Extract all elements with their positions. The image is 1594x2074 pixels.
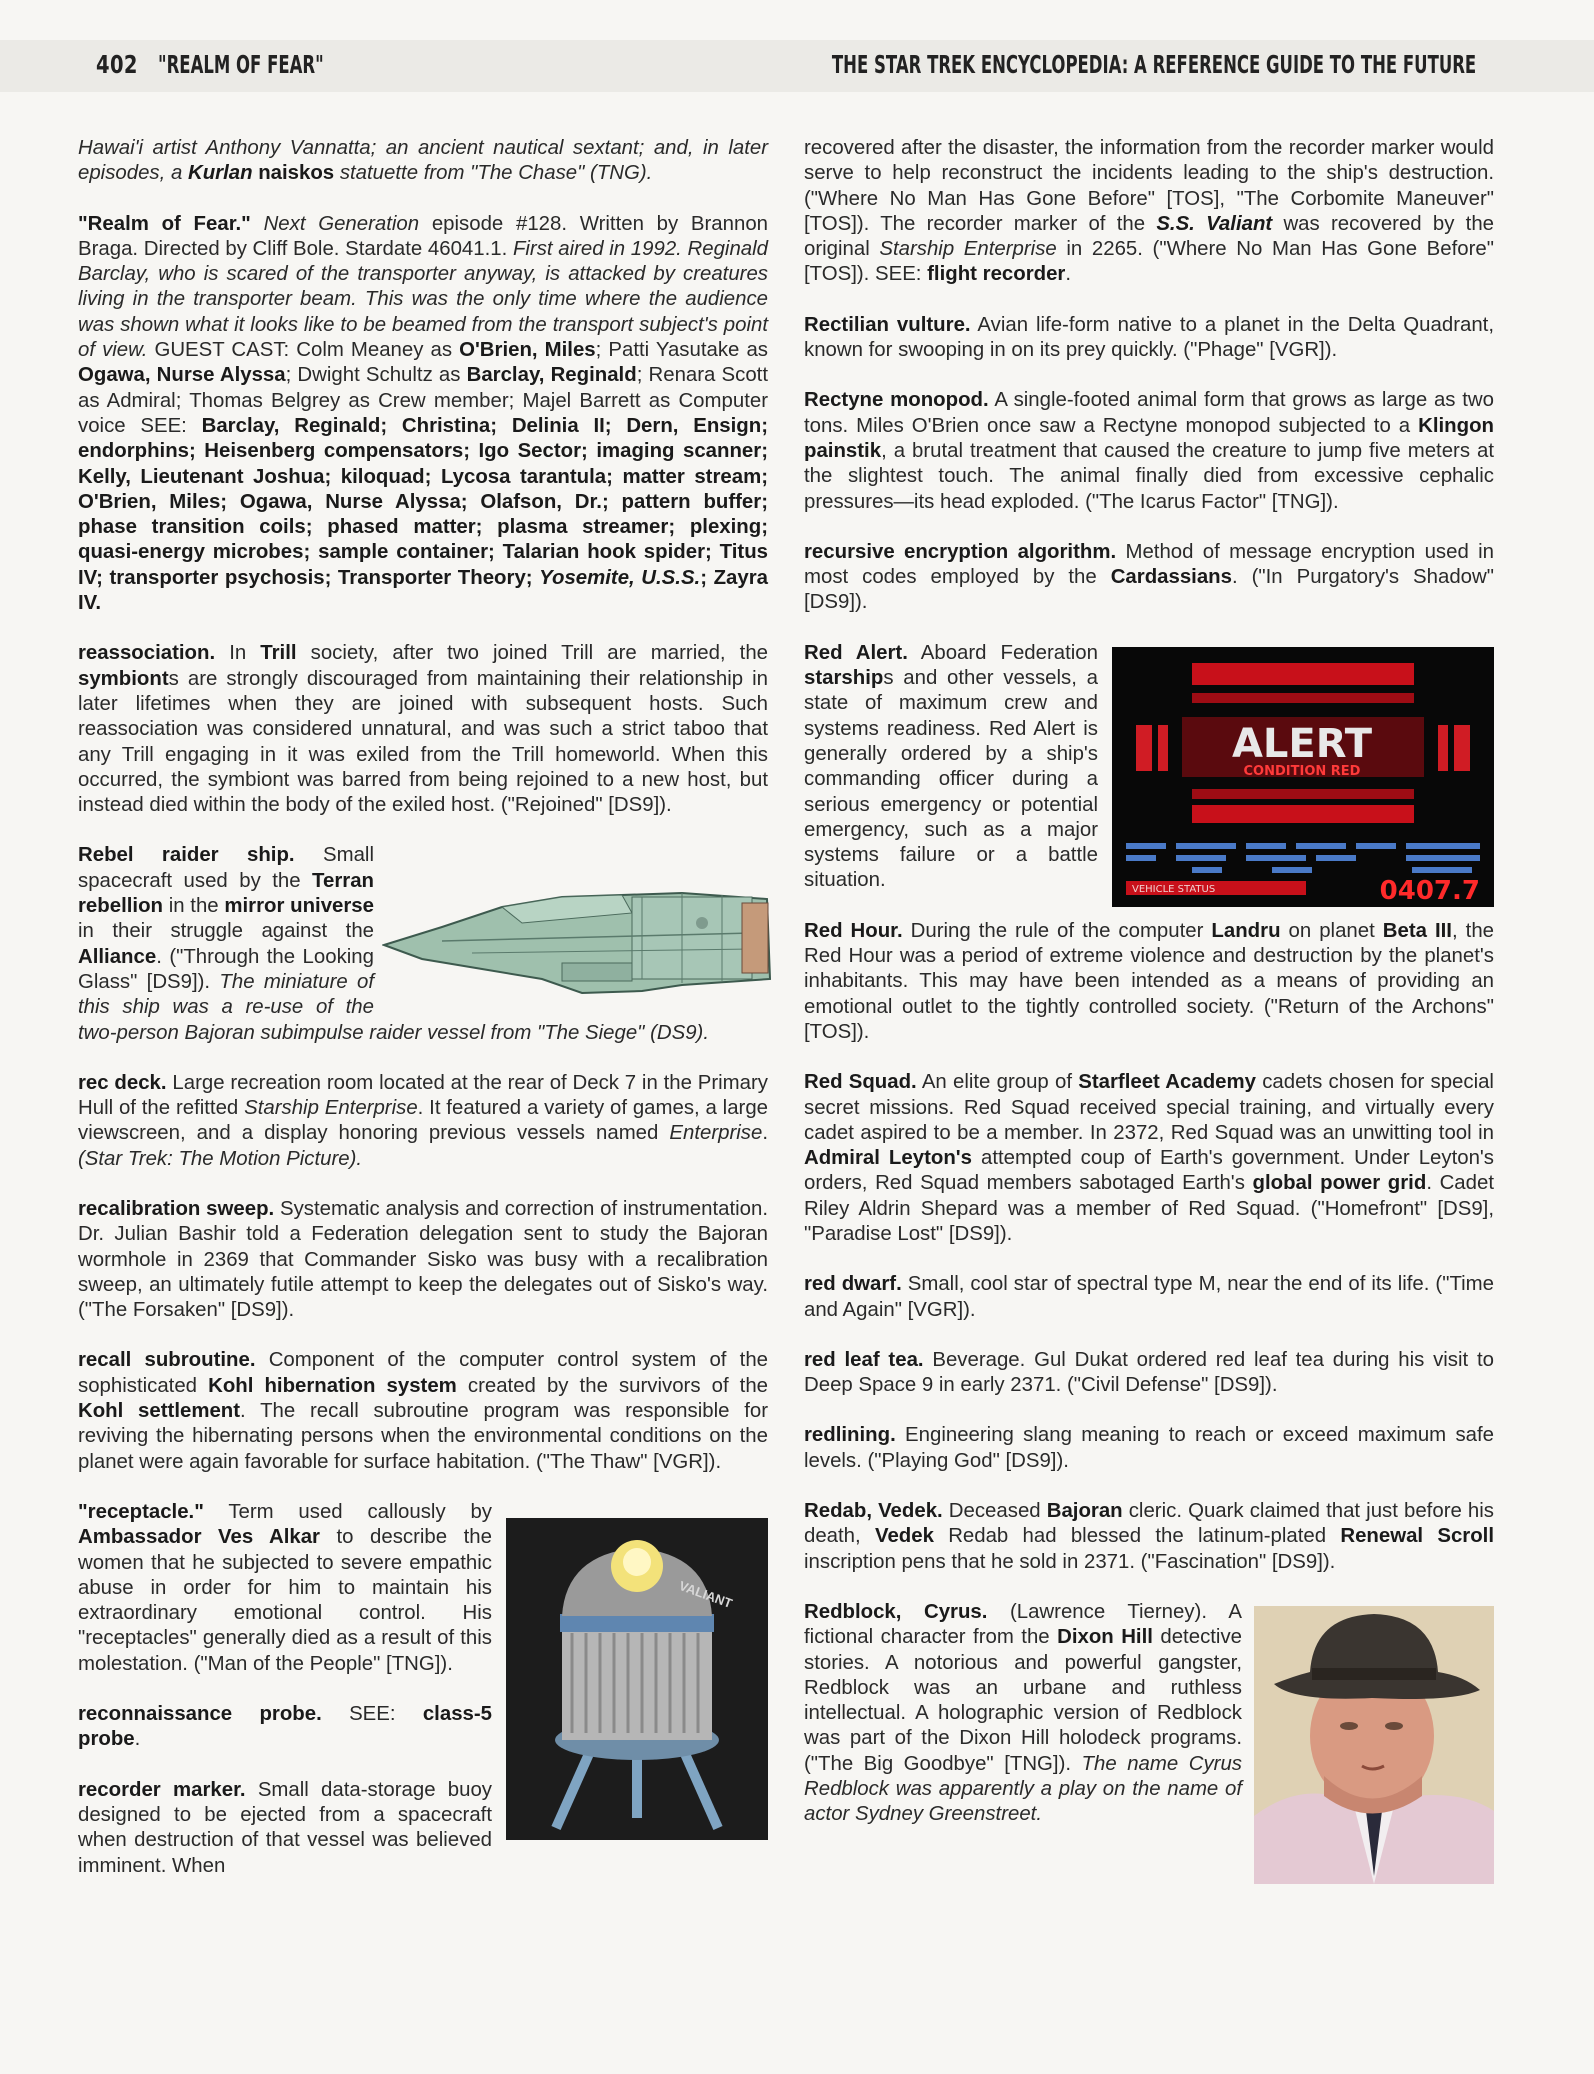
entry-red-squad: Red Squad. An elite group of Starfleet Academy cadets chosen for special secret missions. Red Squad received special training, and virtually every cadet aspired to be a member. In 2372, Red Squad was an unwitting tool in Admiral Leyton's attempted coup of Earth's government. Under Leyton's orders, Red Squad members sabotaged Earth's global power grid. Cadet Riley Aldrin Shepard was a member of Red Squad. ("Homefront" [DS9], "Paradise Lost" [DS9]).	[804, 1071, 1495, 1245]
left-column	[78, 136, 768, 1904]
entry-heading: red dwarf.	[804, 1273, 902, 1296]
entry-running-title: "REALM OF FEAR"	[158, 50, 324, 79]
entry-heading: red leaf tea.	[804, 1348, 924, 1371]
alert-condition: CONDITION RED	[1243, 763, 1361, 779]
entry-rec-deck: rec deck. Large recreation room located at the rear of Deck 7 in the Primary Hull of the refitted Starship Enterprise. It featured a variety of games, a large viewscreen, and a display honoring previous vessels named Enterprise. (Star Trek: The Motion Picture).	[78, 1071, 769, 1170]
entry-redab-vedek: Redab, Vedek. Deceased Bajoran cleric. Quark claimed that just before his death, Vedek Redab had blessed the latinum-plated Renewal Scroll inscription pens that he sold in 2371. ("Fascination" [DS9]).	[804, 1500, 1494, 1573]
red-alert-display-image	[1112, 647, 1494, 907]
rebel-raider-ship-image	[382, 883, 772, 995]
entry-rectyne-monopod: Rectyne monopod. A single-footed animal form that grows as large as two tons. Miles O'Brien once saw a Rectyne monopod subjected to a Klingon painstik, a brutal treatment that caused the creature to jump five meters at the slightest touch. The animal finally died from excessive cephalic pressures—its head exploded. ("The Icarus Factor" [TNG]).	[804, 389, 1495, 513]
entry-heading: recursive encryption algorithm.	[804, 540, 1117, 563]
entry-reconnaissance-probe: reconnaissance probe. SEE: class-5 probe.	[78, 1703, 493, 1751]
entry-recalibration-sweep: recalibration sweep. Systematic analysis and correction of instrumentation. Dr. Julian Bashir told a Federation delegation sent to study the Bajoran wormhole in 2369 that Commander Sisko was busy with a recalibration sweep, an ultimately futile attempt to keep the delegates out of Sisko's way. ("The Forsaken" [DS9]).	[78, 1197, 768, 1322]
entry-heading: Red Hour.	[804, 919, 903, 942]
entry-heading: "Realm of Fear."	[78, 212, 251, 235]
entry-rectilian-vulture: Rectilian vulture. Avian life-form native to a planet in the Delta Quadrant, known for swooping in on its prey quickly. ("Phage" [VGR]).	[804, 313, 1494, 362]
entry-reassociation: reassociation. In Trill society, after two joined Trill are married, the symbionts are strongly discouraged from maintaining their relationship in later lifetimes when they are joined with subsequent hosts. Such reassociation was considered unnatural, and was such a strict taboo that any Trill engaging in it was exiled from the Trill homeworld. When this occurred, the symbiont was barred from being rejoined to a new host, but instead died within the body of the exiled host. ("Rejoined" [DS9]).	[78, 642, 768, 817]
entry-red-leaf-tea: red leaf tea. Beverage. Gul Dukat ordered red leaf tea during his visit to Deep Space 9 in early 2371. ("Civil Defense" [DS9]).	[804, 1348, 1494, 1397]
entry-recorder-marker-continued: recovered after the disaster, the information from the recorder marker would serve to help reconstruct the incidents leading to the ship's destruction. ("Where No Man Has Gone Before" [TOS], "The Corbomite Maneuver" [TOS]). The recorder marker of the S.S. Valiant was recovered by the original Starship Enterprise in 2265. ("Where No Man Has Gone Before" [TOS]). SEE: flight recorder.	[804, 137, 1495, 286]
entry-heading: Rectilian vulture.	[804, 313, 971, 336]
entry-heading: Redblock, Cyrus.	[804, 1600, 988, 1623]
entry-recall-subroutine: recall subroutine. Component of the computer control system of the sophisticated Kohl hibernation system created by the survivors of the Kohl settlement. The recall subroutine program was responsible for reviving the hibernating persons when the environmental conditions on the planet were again favorable for surface habitation. ("The Thaw" [VGR]).	[78, 1349, 769, 1473]
entry-heading: reconnaissance probe.	[78, 1703, 322, 1726]
entry-recursive-encryption-algorithm: recursive encryption algorithm. Method of message encryption used in most codes employed by the Cardassians. ("In Purgatory's Shadow" [DS9]).	[804, 540, 1494, 614]
entry-heading: Rectyne monopod.	[804, 389, 989, 412]
entry-red-dwarf: red dwarf. Small, cool star of spectral type M, near the end of its life. ("Time and Again" [VGR]).	[804, 1273, 1494, 1321]
page-number: 402	[96, 50, 138, 79]
entry-rebel-raider-ship: Rebel raider ship. Small spacecraft used by the Terran rebellion in the mirror universe in their struggle against the Alliance. ("Through the Looking Glass" [DS9]). The miniature of this ship was a re-use of the two-person Bajoran subimpulse raider vessel from "The Siege" (DS9).	[78, 843, 768, 1045]
entry-redlining: redlining. Engineering slang meaning to reach or exceed maximum safe levels. ("Playing God" [DS9]).	[804, 1424, 1494, 1472]
entry-heading: recorder marker.	[78, 1778, 246, 1801]
redblock-portrait-image	[1254, 1606, 1494, 1884]
entry-red-alert: ALERT CONDITION RED VEHICLE STATUS 0407.7 Red Alert. Aboard Federation starships and other vessels, a state of maximum crew and systems readiness. Red Alert is generally ordered by a ship's commanding officer during a serious emergency or potential emergency, such as a major systems failure or a battle situation.	[804, 641, 1494, 894]
alert-status-value: 0407.7	[1379, 875, 1480, 906]
entry-realm-of-fear: "Realm of Fear." Next Generation episode #128. Written by Brannon Braga. Directed by Cliff Bole. Stardate 46041.1. First aired in 1992. Reginald Barclay, who is scared of the transporter anyway, is attacked by creatures living in the transporter beam. This was the only time where the audience was shown what it looks like to be beamed from the transport subject's point of view. GUEST CAST: Colm Meaney as O'Brien, Miles; Patti Yasutake as Ogawa, Nurse Alyssa; Dwight Schultz as Barclay, Reginald; Renara Scott as Admiral; Thomas Belgrey as Crew member; Majel Barrett as Computer voice SEE: Barclay, Reginald; Christina; Delinia II; Dern, Ensign; endorphins; Heisenberg compensators; Igo Sector; imaging scanner; Kelly, Lieutenant Joshua; kiloquad; Lycosa tarantula; matter stream; O'Brien, Miles; Ogawa, Nurse Alyssa; Olafson, Dr.; pattern buffer; phase transition coils; phased matter; plasma streamer; plexing; quasi-energy microbes; sample container; Talarian hook spider; Titus IV; transporter psychosis; Transporter Theory; Yosemite, U.S.S.; Zayra IV.	[78, 212, 768, 615]
entry-heading: redlining.	[804, 1424, 896, 1447]
book-title: THE STAR TREK ENCYCLOPEDIA: A REFERENCE GUIDE TO THE FUTURE	[831, 50, 1476, 79]
right-column	[804, 136, 1494, 1884]
entry-heading: Red Squad.	[804, 1071, 917, 1094]
entry-heading: "receptacle."	[78, 1500, 204, 1523]
alert-word: ALERT	[1231, 720, 1373, 767]
entry-red-hour: Red Hour. During the rule of the computer Landru on planet Beta III, the Red Hour was a period of extreme violence and destruction by the planet's inhabitants. This may have been intended as a means of providing an emotional outlet to the tightly controlled society. ("Return of the Archons" [TOS]).	[804, 919, 1494, 1043]
recorder-marker-image	[506, 1518, 768, 1840]
entry-heading: reassociation.	[78, 642, 216, 665]
entry-heading: rec deck.	[78, 1071, 167, 1094]
entry-continuation: Hawai'i artist Anthony Vannatta; an ancient nautical sextant; and, in later episodes, a Kurlan naiskos statuette from "The Chase" (TNG).	[78, 137, 768, 185]
entry-heading: recall subroutine.	[78, 1349, 256, 1372]
alert-status-label: VEHICLE STATUS	[1132, 883, 1216, 895]
entry-heading: Red Alert.	[804, 641, 908, 664]
entry-redblock-cyrus: Redblock, Cyrus. (Lawrence Tierney). A fictional character from the Dixon Hill detective stories. A notorious and powerful gangster, Redblock was an urbane and ruthless intellectual. A holographic version of Redblock was part of the Dixon Hill holodeck programs. ("The Big Goodbye" [TNG]). The name Cyrus Redblock was apparently a play on the name of actor Sydney Greenstreet.	[804, 1600, 1494, 1828]
entry-recorder-marker: recorder marker. Small data-storage buoy designed to be ejected from a spacecraft when destruction of that vessel was believed imminent. When	[78, 1778, 493, 1877]
entry-heading: recalibration sweep.	[78, 1197, 275, 1220]
entry-heading: Redab, Vedek.	[804, 1500, 943, 1523]
probe-label: VALIANT	[677, 1577, 735, 1611]
entry-receptacle: VALIANT "receptacle." Term used callously by Ambassador Ves Alkar to describe the women that he subjected to severe empathic abuse in order for him to maintain his extraordinary emotional control. His "receptacles" generally died as a result of this molestation. ("Man of the People" [TNG]).	[78, 1500, 768, 1677]
entry-heading: Rebel raider ship.	[78, 844, 295, 867]
